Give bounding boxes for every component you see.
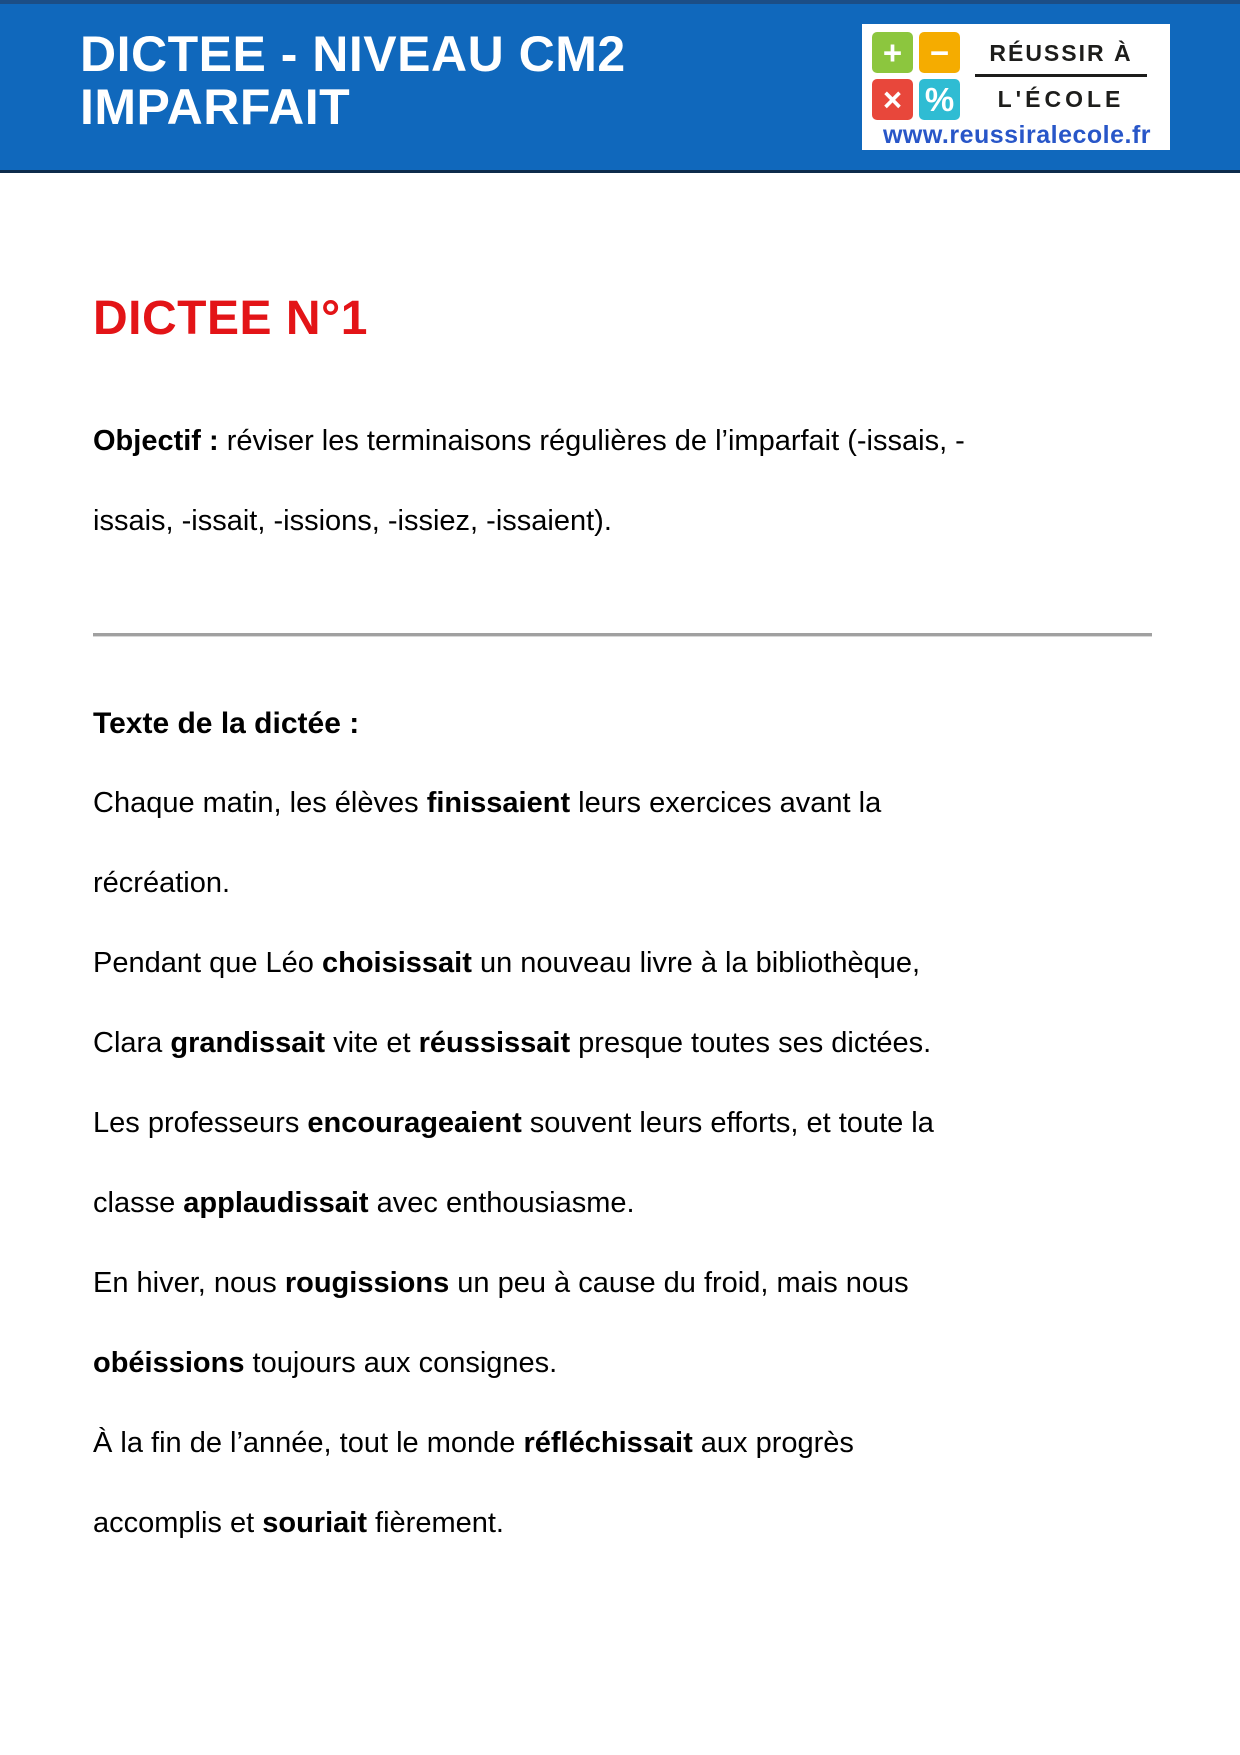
bold-text-run: réussissait [418, 1027, 571, 1059]
text-run: À la fin de l’année, tout le monde [93, 1427, 524, 1459]
text-line [93, 1243, 1152, 1323]
text-run: aux progrès [692, 1427, 854, 1459]
text-line [93, 1003, 1152, 1083]
logo-top [872, 32, 1162, 120]
section-divider [93, 633, 1152, 637]
text-run: Clara [93, 1027, 171, 1059]
bold-text-run: réfléchissait [523, 1427, 693, 1459]
logo-math-tiles [872, 32, 960, 120]
text-run: classe [93, 1187, 184, 1219]
text-run: Les professeurs [93, 1107, 308, 1139]
text-run: Chaque matin, les élèves [93, 787, 427, 819]
text-run: Pendant que Léo [93, 947, 322, 979]
logo-brand-line2: L'ÉCOLE [997, 86, 1125, 112]
text-run: un peu à cause du froid, mais nous [449, 1267, 909, 1299]
objective-paragraph [93, 401, 1152, 561]
text-run: leurs exercices avant la [570, 787, 882, 819]
text-line [93, 1403, 1152, 1483]
bold-text-run: grandissait [170, 1027, 326, 1059]
text-run: toujours aux consignes. [244, 1347, 558, 1379]
document-title-line2: IMPARFAIT [80, 79, 351, 135]
bold-text-run: Objectif : [93, 425, 219, 457]
text-line [93, 763, 1152, 843]
page-title: DICTEE N°1 [93, 292, 368, 345]
minus-icon: − [919, 32, 960, 73]
text-line [93, 843, 1152, 923]
text-line [93, 1083, 1152, 1163]
text-run: accomplis et [93, 1507, 263, 1539]
text-line [93, 1483, 1152, 1563]
text-run: presque toutes ses dictées. [570, 1027, 932, 1059]
header-band [0, 0, 1240, 173]
text-line [93, 1163, 1152, 1243]
dictation-heading: Texte de la dictée : [93, 707, 360, 740]
logo [862, 24, 1170, 150]
text-run: fièrement. [366, 1507, 504, 1539]
text-run: vite et [325, 1027, 419, 1059]
logo-url: www.reussiralecole.fr [882, 121, 1152, 149]
text-run: un nouveau livre à la bibliothèque, [471, 947, 921, 979]
text-run: En hiver, nous [93, 1267, 285, 1299]
document-title-line1: DICTEE - NIVEAU CM2 [80, 26, 626, 82]
multiply-icon: × [872, 79, 913, 120]
bold-text-run: rougissions [284, 1267, 450, 1299]
text-line [93, 1323, 1152, 1403]
text-line [93, 481, 1152, 561]
text-line [93, 923, 1152, 1003]
bold-text-run: finissaient [426, 787, 571, 819]
logo-brand-divider [975, 74, 1147, 77]
bold-text-run: obéissions [93, 1347, 245, 1379]
text-run: issais, -issait, -issions, -issiez, -issaient). [93, 505, 612, 537]
bold-text-run: choisissait [321, 947, 472, 979]
text-run: souvent leurs efforts, et toute la [521, 1107, 934, 1139]
dictation-text [93, 763, 1152, 1563]
text-run: avec enthousiasme. [368, 1187, 635, 1219]
bold-text-run: encourageaient [307, 1107, 522, 1139]
text-line [93, 401, 1152, 481]
plus-icon: + [872, 32, 913, 73]
logo-brand-line1: RÉUSSIR À [989, 40, 1133, 66]
text-run: récréation. [93, 867, 231, 899]
text-run: réviser les terminaisons régulières de l’imparfait (-issais, - [218, 425, 965, 457]
logo-brand [960, 32, 1162, 120]
bold-text-run: souriait [262, 1507, 367, 1539]
document-title [80, 28, 626, 134]
percent-icon: % [919, 79, 960, 120]
document-body [0, 291, 1240, 1563]
bold-text-run: applaudissait [183, 1187, 369, 1219]
